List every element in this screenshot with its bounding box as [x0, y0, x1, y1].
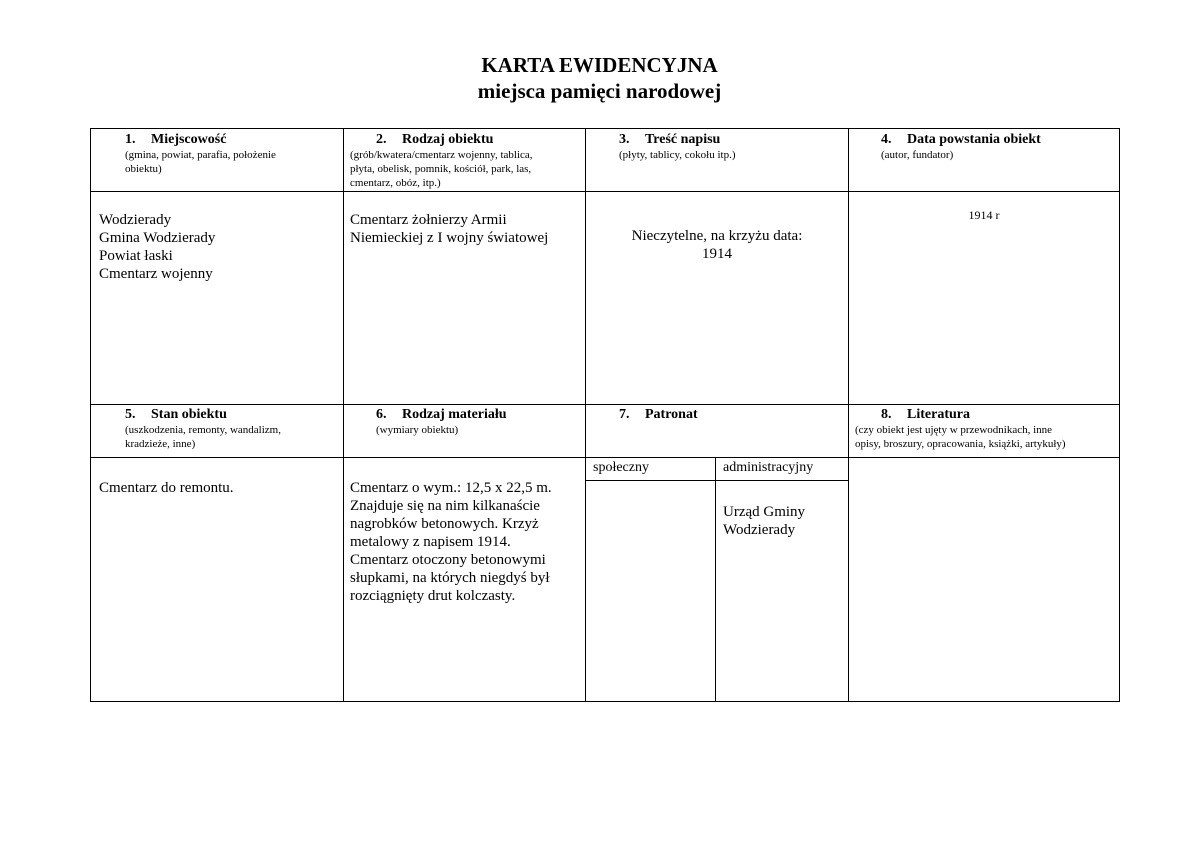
header-title: Patronat — [645, 407, 698, 422]
patronat-spoleczny-label: społeczny — [593, 460, 649, 475]
cell-line: Wodzierady — [99, 212, 172, 228]
header-number: 6. — [376, 407, 387, 422]
header-subtitle: (płyty, tablicy, cokołu itp.) — [619, 149, 736, 161]
cell-line: Cmentarz żołnierzy Armii — [350, 212, 507, 228]
title-line-1: KARTA EWIDENCYJNA — [481, 53, 718, 77]
header-literatura — [855, 407, 1117, 451]
cell-line: 1914 — [702, 246, 732, 262]
header-subtitle: płyta, obelisk, pomnik, kościół, park, las, — [350, 163, 532, 175]
header-subtitle: (grób/kwatera/cmentarz wojenny, tablica, — [350, 149, 533, 161]
header-number: 3. — [619, 132, 630, 147]
cell-miejscowosc — [99, 211, 215, 283]
header-miejscowosc — [99, 132, 339, 176]
header-patronat — [593, 407, 843, 423]
header-number: 5. — [125, 407, 136, 422]
header-subtitle: kradzieże, inne) — [125, 438, 196, 450]
header-number: 4. — [881, 132, 892, 147]
column-divider — [343, 129, 344, 701]
cell-line: Cmentarz otoczony betonowymi — [350, 552, 546, 568]
cell-rodzaj-materialu — [350, 479, 552, 605]
cell-data-powstania: 1914 r — [968, 208, 1000, 222]
header-title: Miejscowość — [151, 132, 227, 147]
header-subtitle: opisy, broszury, opracowania, książki, artykuły) — [855, 438, 1066, 450]
cell-line: Wodzierady — [723, 522, 796, 538]
row-divider — [91, 404, 1119, 405]
cell-stan-obiektu — [99, 479, 234, 497]
cell-line: Cmentarz do remontu. — [99, 480, 234, 496]
header-number: 7. — [619, 407, 630, 422]
title-line-2: miejsca pamięci narodowej — [477, 79, 722, 103]
header-tresc-napisu — [593, 132, 843, 162]
cell-line: Cmentarz wojenny — [99, 266, 213, 282]
header-title: Rodzaj materiału — [402, 407, 507, 422]
header-rodzaj-obiektu — [350, 132, 582, 190]
cell-tresc-napisu — [586, 227, 848, 263]
patronat-administracyjny-value — [723, 503, 805, 539]
cell-line: Znajduje się na nim kilkanaście — [350, 498, 540, 514]
cell-line: Niemieckiej z I wojny światowej — [350, 230, 549, 246]
header-title: Treść napisu — [645, 132, 721, 147]
row-divider — [91, 457, 1119, 458]
cell-line: Cmentarz o wym.: 12,5 x 22,5 m. — [350, 480, 552, 496]
cell-line: metalowy z napisem 1914. — [350, 534, 511, 550]
record-card-table — [90, 128, 1120, 702]
header-title: Literatura — [907, 407, 970, 422]
cell-line: Urząd Gminy — [723, 504, 806, 520]
cell-line: rozciągnięty drut kolczasty. — [350, 588, 516, 604]
cell-line: słupkami, na których niegdyś był — [350, 570, 550, 586]
header-number: 1. — [125, 132, 136, 147]
header-data-powstania — [855, 132, 1117, 162]
cell-line: nagrobków betonowych. Krzyż — [350, 516, 539, 532]
header-subtitle: cmentarz, obóz, itp.) — [350, 177, 441, 189]
header-subtitle: (czy obiekt jest ujęty w przewodnikach, inne — [855, 424, 1053, 436]
header-subtitle: (wymiary obiektu) — [376, 424, 459, 436]
header-number: 2. — [376, 132, 387, 147]
header-title: Data powstania obiekt — [907, 132, 1041, 147]
cell-line: Nieczytelne, na krzyżu data: — [631, 228, 803, 244]
cell-line: Gmina Wodzierady — [99, 230, 216, 246]
header-subtitle: obiektu) — [125, 163, 162, 175]
header-number: 8. — [881, 407, 892, 422]
patronat-administracyjny-label: administracyjny — [723, 460, 814, 475]
header-subtitle: (uszkodzenia, remonty, wandalizm, — [125, 424, 281, 436]
patronat-subrow-divider — [585, 480, 848, 481]
patronat-subcolumn-divider — [715, 457, 716, 701]
header-rodzaj-materialu — [350, 407, 582, 437]
cell-rodzaj-obiektu — [350, 211, 548, 247]
header-title: Rodzaj obiektu — [402, 132, 494, 147]
document-title — [0, 52, 1199, 105]
header-title: Stan obiektu — [151, 407, 227, 422]
header-stan-obiektu — [99, 407, 339, 451]
header-subtitle: (autor, fundator) — [881, 149, 954, 161]
row-divider — [91, 191, 1119, 192]
header-subtitle: (gmina, powiat, parafia, położenie — [125, 149, 276, 161]
cell-line: Powiat łaski — [99, 248, 173, 264]
column-divider — [585, 129, 586, 701]
